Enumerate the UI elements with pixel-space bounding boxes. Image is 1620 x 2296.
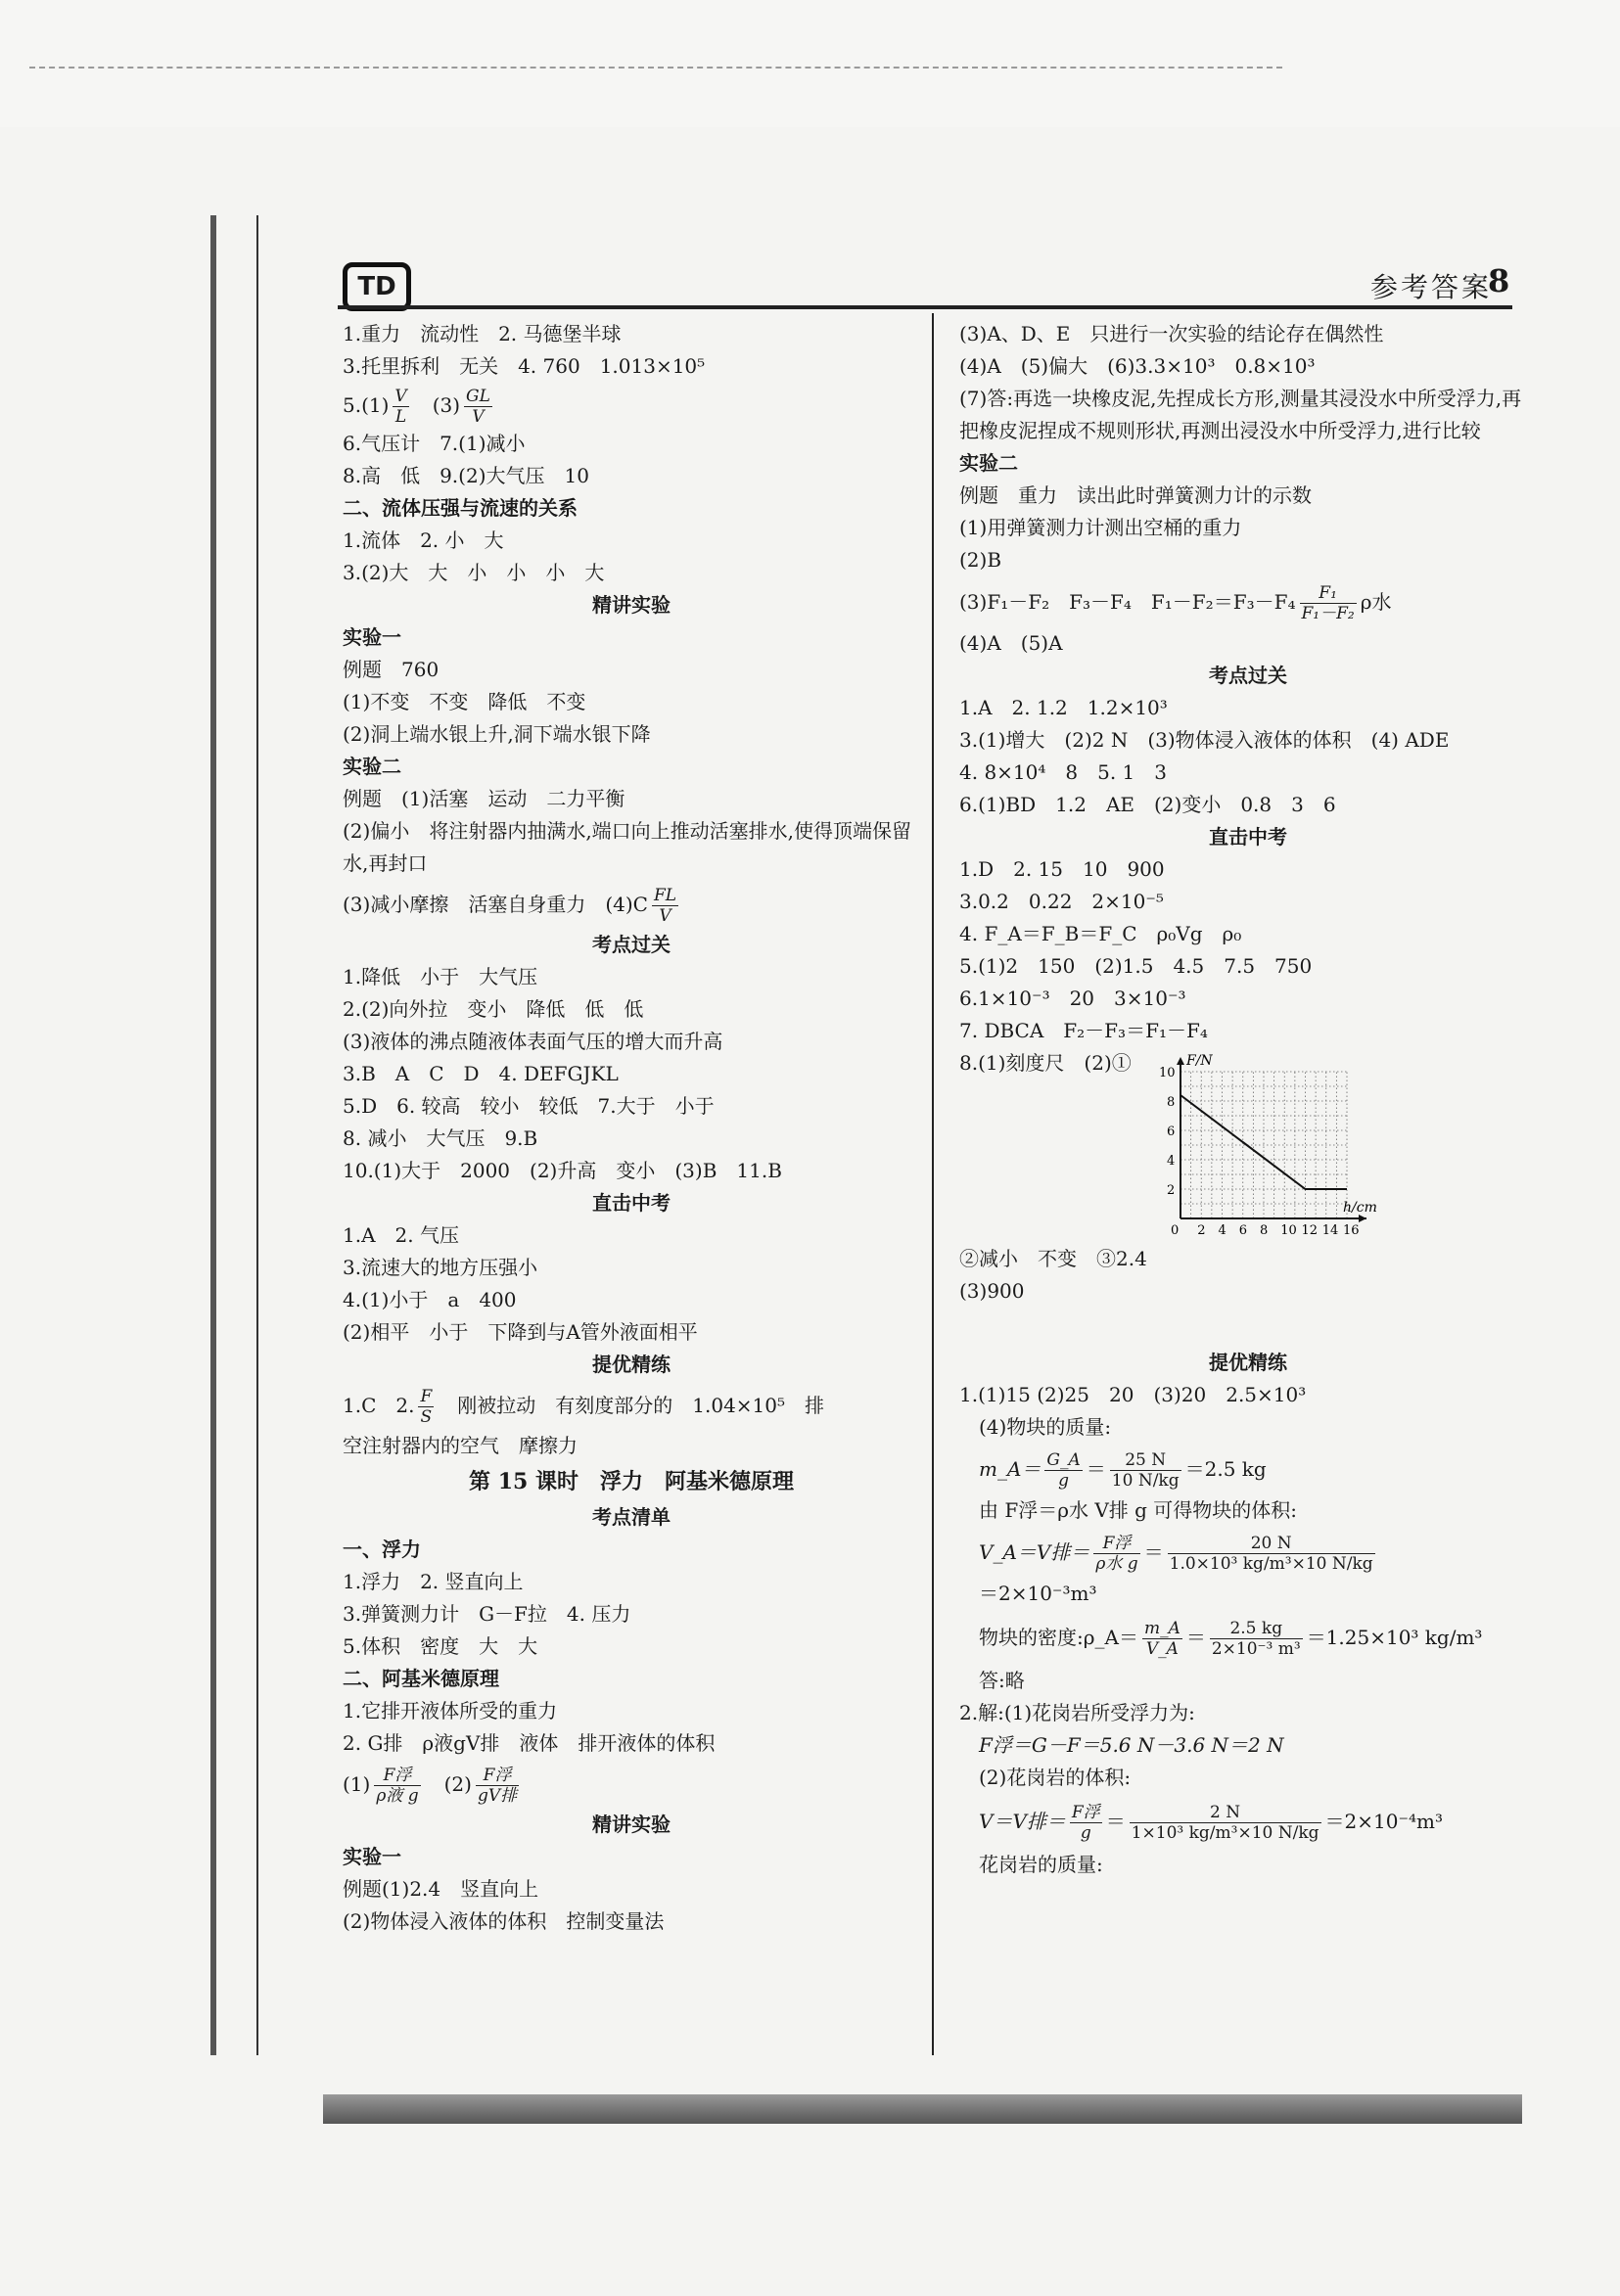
numerator: G_A bbox=[1046, 1450, 1081, 1470]
fraction bbox=[652, 886, 678, 926]
fraction bbox=[1142, 1619, 1182, 1659]
text: V＝V排＝ bbox=[979, 1810, 1066, 1833]
equation-line bbox=[959, 1527, 1537, 1578]
answer-line: (4)A (5)A bbox=[959, 631, 1063, 655]
binding-edge-line bbox=[256, 215, 258, 2055]
text: ＝1.25×10³ kg/m³ bbox=[1306, 1626, 1483, 1649]
x-tick-label: 6 bbox=[1238, 1223, 1248, 1238]
answer-line: 2.解:(1)花岗岩所受浮力为: bbox=[959, 1701, 1195, 1724]
text: (3)减小摩擦 活塞自身重力 (4)C bbox=[343, 893, 648, 916]
answer-line: 6.(1)BD 1.2 AE (2)变小 0.8 3 6 bbox=[959, 793, 1336, 816]
answer-line: 1.流体 2. 小 大 bbox=[343, 528, 504, 552]
denominator: 1.0×10³ kg/m³×10 N/kg bbox=[1169, 1554, 1373, 1574]
answer-line: (3)A、D、E 只进行一次实验的结论存在偶然性 bbox=[959, 322, 1384, 345]
text: 刚被拉动 有刻度部分的 1.04×10⁵ 排 bbox=[438, 1394, 825, 1417]
fraction bbox=[374, 1766, 420, 1806]
denominator: gV排 bbox=[477, 1786, 518, 1806]
text: m_A＝ bbox=[979, 1457, 1041, 1481]
answer-line: (1)用弹簧测力计测出空桶的重力 bbox=[959, 516, 1242, 539]
text: (3) bbox=[412, 393, 461, 417]
numerator: F bbox=[420, 1387, 433, 1406]
answer-line: (3)900 bbox=[959, 1279, 1025, 1303]
y-tick-label: 8 bbox=[1167, 1095, 1176, 1110]
denominator: L bbox=[394, 407, 407, 427]
answer-line: 例题 760 bbox=[343, 658, 440, 681]
x-tick-label: 12 bbox=[1301, 1223, 1319, 1238]
equation-line bbox=[959, 1444, 1537, 1494]
section-title: 精讲实验 bbox=[592, 1813, 671, 1836]
fraction bbox=[418, 1387, 434, 1427]
answer-line: 例题(1)2.4 竖直向上 bbox=[343, 1877, 539, 1901]
sub-heading: 实验二 bbox=[959, 451, 1018, 475]
answer-line: 1.A 2. 1.2 1.2×10³ bbox=[959, 696, 1168, 719]
answer-line: 例题 重力 读出此时弹簧测力计的示数 bbox=[959, 483, 1312, 507]
text: (1) bbox=[343, 1772, 371, 1796]
answer-line: 2. G排 ρ液gV排 液体 排开液体的体积 bbox=[343, 1731, 716, 1755]
denominator: F₁－F₂ bbox=[1301, 604, 1355, 623]
text: ＝ bbox=[1143, 1540, 1164, 1564]
numerator: F₁ bbox=[1300, 583, 1357, 604]
numerator: F浮 bbox=[374, 1766, 420, 1786]
equation-line bbox=[959, 1610, 1537, 1665]
answer-line: 3.0.2 0.22 2×10⁻⁵ bbox=[959, 890, 1164, 913]
fraction bbox=[1300, 583, 1357, 623]
numerator: 25 N bbox=[1110, 1450, 1181, 1471]
y-axis-arrow bbox=[1177, 1057, 1184, 1065]
text: ＝ bbox=[1105, 1810, 1126, 1833]
answer-line: (1)不变 不变 降低 不变 bbox=[343, 690, 586, 713]
section-title: 提优精练 bbox=[592, 1353, 671, 1376]
fraction bbox=[464, 387, 492, 427]
text: (2) bbox=[424, 1772, 472, 1796]
answer-line: 3.B A C D 4. DEFGJKL bbox=[343, 1062, 619, 1085]
denominator: 10 N/kg bbox=[1111, 1471, 1180, 1491]
denominator: V_A bbox=[1145, 1639, 1179, 1659]
equation-line bbox=[959, 1794, 1537, 1849]
answer-line: (2)偏小 将注射器内抽满水,端口向上推动活塞排水,使得顶端保留水,再封口 bbox=[343, 819, 912, 875]
scan-dashed-line bbox=[29, 67, 1282, 69]
denominator: 2×10⁻³ m³ bbox=[1211, 1639, 1301, 1659]
answer-line: 4.(1)小于 a 400 bbox=[343, 1288, 517, 1311]
answer-line: 4. 8×10⁴ 8 5. 1 3 bbox=[959, 760, 1168, 784]
answer-line: 3.流速大的地方压强小 bbox=[343, 1256, 538, 1279]
lesson-title: 第 15 课时 浮力 阿基米德原理 bbox=[469, 1469, 794, 1494]
answer-line: ＝2×10⁻³m³ bbox=[979, 1582, 1097, 1605]
answer-line: (3)液体的沸点随液体表面气压的增大而升高 bbox=[343, 1030, 723, 1053]
answer-line: (2)花岗岩的体积: bbox=[979, 1766, 1132, 1789]
right-column bbox=[959, 318, 1537, 1881]
fraction bbox=[1093, 1534, 1139, 1574]
denominator: ρ液 g bbox=[376, 1786, 419, 1806]
answer-line: 1.A 2. 气压 bbox=[343, 1223, 459, 1247]
numerator: GL bbox=[466, 387, 490, 406]
y-axis-label: F/N bbox=[1186, 1053, 1213, 1069]
answer-line: (7)答:再选一块橡皮泥,先捏成长方形,测量其浸没水中所受浮力,再把橡皮泥捏成不规则形状,再测出浸没水中所受浮力,进行比较 bbox=[959, 387, 1522, 442]
answer-line: 5.D 6. 较高 较小 较低 7.大于 小于 bbox=[343, 1094, 715, 1118]
answer-line: 3.弹簧测力计 G－F拉 4. 压力 bbox=[343, 1602, 631, 1626]
answer-line: 2.(2)向外拉 变小 降低 低 低 bbox=[343, 997, 644, 1021]
numerator: FL bbox=[653, 886, 677, 905]
x-axis-label: h/cm bbox=[1343, 1200, 1377, 1216]
x-tick-label: 4 bbox=[1218, 1223, 1227, 1238]
fraction bbox=[1070, 1803, 1102, 1843]
force-depth-chart bbox=[1151, 1047, 1386, 1243]
answer-line: 1.D 2. 15 10 900 bbox=[959, 857, 1165, 881]
answer-line-fraction bbox=[343, 1760, 920, 1809]
answer-line: (2)洞上端水银上升,洞下端水银下降 bbox=[343, 722, 651, 746]
numerator: V bbox=[394, 387, 407, 406]
answer-line: (2)物体浸入液体的体积 控制变量法 bbox=[343, 1909, 665, 1933]
answer-line: 6.气压计 7.(1)减小 bbox=[343, 432, 526, 455]
numerator: 2 N bbox=[1130, 1803, 1321, 1823]
denominator: V bbox=[472, 407, 485, 427]
text: 8.(1)刻度尺 (2)① bbox=[959, 1051, 1132, 1075]
answer-line: (4)A (5)偏大 (6)3.3×10³ 0.8×10³ bbox=[959, 354, 1316, 378]
text: ＝2.5 kg bbox=[1184, 1457, 1267, 1481]
answer-line: 答:略 bbox=[979, 1669, 1025, 1692]
bottom-shadow bbox=[323, 2094, 1522, 2124]
section-title: 考点清单 bbox=[592, 1505, 671, 1529]
answer-line-with-chart bbox=[959, 1047, 1537, 1243]
denominator: S bbox=[420, 1407, 433, 1427]
denominator: ρ水 g bbox=[1095, 1554, 1138, 1574]
text: ＝ bbox=[1185, 1626, 1206, 1649]
numerator: m_A bbox=[1143, 1619, 1180, 1638]
section-title: 提优精练 bbox=[1209, 1351, 1287, 1374]
denominator: g bbox=[1080, 1823, 1091, 1843]
answer-line: 由 F浮＝ρ水 V排 g 可得物块的体积: bbox=[979, 1498, 1298, 1522]
answer-line: 空注射器内的空气 摩擦力 bbox=[343, 1434, 578, 1457]
x-tick-label: 14 bbox=[1321, 1223, 1339, 1238]
text: 物块的密度:ρ_A＝ bbox=[979, 1626, 1138, 1649]
x-tick-label: 2 bbox=[1197, 1223, 1206, 1238]
fraction bbox=[1168, 1534, 1375, 1574]
answer-line: 5.体积 密度 大 大 bbox=[343, 1634, 538, 1658]
text: V_A＝V排＝ bbox=[979, 1540, 1090, 1564]
text: 1.C 2. bbox=[343, 1394, 415, 1417]
answer-line: 8.高 低 9.(2)大气压 10 bbox=[343, 464, 589, 487]
answer-line: 1.降低 小于 大气压 bbox=[343, 965, 538, 988]
fraction bbox=[393, 387, 408, 427]
answer-line: 1.重力 流动性 2. 马德堡半球 bbox=[343, 322, 622, 345]
x-axis-arrow bbox=[1359, 1215, 1366, 1222]
section-title: 考点过关 bbox=[592, 933, 671, 956]
page-number: 8 bbox=[1488, 262, 1510, 299]
section-title: 直击中考 bbox=[1209, 825, 1287, 849]
text: (3)F₁－F₂ F₃－F₄ F₁－F₂＝F₃－F₄ bbox=[959, 590, 1296, 614]
answer-line: 3.托里拆利 无关 4. 760 1.013×10⁵ bbox=[343, 354, 706, 378]
section-heading: 二、流体压强与流速的关系 bbox=[343, 496, 578, 520]
fraction bbox=[1130, 1803, 1321, 1843]
numerator: 20 N bbox=[1168, 1534, 1375, 1554]
answer-line: 6.1×10⁻³ 20 3×10⁻³ bbox=[959, 987, 1186, 1010]
chart-grid bbox=[1180, 1072, 1347, 1218]
x-tick-label: 16 bbox=[1343, 1223, 1360, 1238]
text: 5.(1) bbox=[343, 393, 390, 417]
x-tick-label: 0 bbox=[1171, 1223, 1180, 1238]
section-title: 直击中考 bbox=[592, 1191, 671, 1215]
answer-line: 4. F_A＝F_B＝F_C ρ₀Vg ρ₀ bbox=[959, 922, 1242, 945]
denominator: 1×10³ kg/m³×10 N/kg bbox=[1131, 1823, 1319, 1843]
section-title: 考点过关 bbox=[1209, 664, 1287, 687]
fraction bbox=[1044, 1450, 1082, 1491]
answer-line-fraction bbox=[959, 576, 1537, 627]
text: ＝2×10⁻⁴m³ bbox=[1324, 1810, 1444, 1833]
y-tick-labels bbox=[1159, 1066, 1176, 1198]
section-heading: 二、阿基米德原理 bbox=[343, 1667, 499, 1690]
y-tick-label: 4 bbox=[1167, 1154, 1176, 1169]
answer-line: 3.(1)增大 (2)2 N (3)物体浸入液体的体积 (4) ADE bbox=[959, 728, 1450, 752]
answer-line: 1.浮力 2. 竖直向上 bbox=[343, 1570, 524, 1593]
scan-margin bbox=[0, 0, 1620, 127]
y-tick-label: 6 bbox=[1167, 1125, 1176, 1139]
answer-line: 1.(1)15 (2)25 20 (3)20 2.5×10³ bbox=[959, 1383, 1307, 1406]
numerator: F浮 bbox=[476, 1766, 519, 1786]
denominator: g bbox=[1058, 1471, 1070, 1491]
sub-heading: 实验一 bbox=[343, 1845, 401, 1868]
section-title: 精讲实验 bbox=[592, 593, 671, 617]
x-tick-labels bbox=[1171, 1223, 1360, 1238]
sub-heading: 实验一 bbox=[343, 625, 401, 649]
fraction bbox=[1210, 1619, 1303, 1659]
page-header-title: 参考答案 bbox=[1370, 271, 1493, 303]
text: ＝ bbox=[1086, 1457, 1106, 1481]
logo-text: TD bbox=[357, 272, 396, 301]
numerator: 2.5 kg bbox=[1210, 1619, 1303, 1639]
binding-edge bbox=[210, 215, 216, 2055]
answer-line: 1.它排开液体所受的重力 bbox=[343, 1699, 558, 1722]
y-tick-label: 2 bbox=[1167, 1183, 1176, 1198]
answer-line: 8. 减小 大气压 9.B bbox=[343, 1126, 538, 1150]
answer-line: 花岗岩的质量: bbox=[979, 1853, 1103, 1876]
fraction bbox=[1110, 1450, 1181, 1491]
answer-line: 例题 (1)活塞 运动 二力平衡 bbox=[343, 787, 625, 810]
answer-line: 5.(1)2 150 (2)1.5 4.5 7.5 750 bbox=[959, 954, 1313, 978]
header-rule bbox=[338, 305, 1512, 309]
answer-line-fraction bbox=[343, 880, 920, 929]
numerator: F浮 bbox=[1093, 1534, 1139, 1554]
answer-line: 7. DBCA F₂－F₃＝F₁－F₄ bbox=[959, 1019, 1208, 1042]
column-divider bbox=[932, 313, 934, 2055]
x-tick-label: 10 bbox=[1280, 1223, 1297, 1238]
text: ρ水 bbox=[1360, 590, 1392, 614]
answer-line-fraction bbox=[343, 1381, 920, 1430]
answer-line: 3.(2)大 大 小 小 小 大 bbox=[343, 561, 605, 584]
logo-icon bbox=[343, 262, 411, 311]
sub-heading: 实验二 bbox=[343, 755, 401, 778]
y-tick-label: 10 bbox=[1159, 1066, 1176, 1080]
section-heading: 一、浮力 bbox=[343, 1538, 421, 1561]
x-tick-label: 8 bbox=[1260, 1223, 1269, 1238]
answer-line: ②减小 不变 ③2.4 bbox=[959, 1247, 1147, 1270]
left-column bbox=[343, 318, 920, 1938]
denominator: V bbox=[659, 906, 671, 926]
answer-line: (2)相平 小于 下降到与A管外液面相平 bbox=[343, 1320, 698, 1344]
fraction bbox=[476, 1766, 519, 1806]
answer-line: (4)物块的质量: bbox=[979, 1415, 1112, 1439]
equation-line: F浮＝G－F＝5.6 N－3.6 N＝2 N bbox=[979, 1733, 1284, 1757]
answer-line: 10.(1)大于 2000 (2)升高 变小 (3)B 11.B bbox=[343, 1159, 782, 1182]
answer-line-fraction bbox=[343, 383, 920, 428]
numerator: F浮 bbox=[1071, 1803, 1100, 1822]
answer-line: (2)B bbox=[959, 548, 1002, 572]
